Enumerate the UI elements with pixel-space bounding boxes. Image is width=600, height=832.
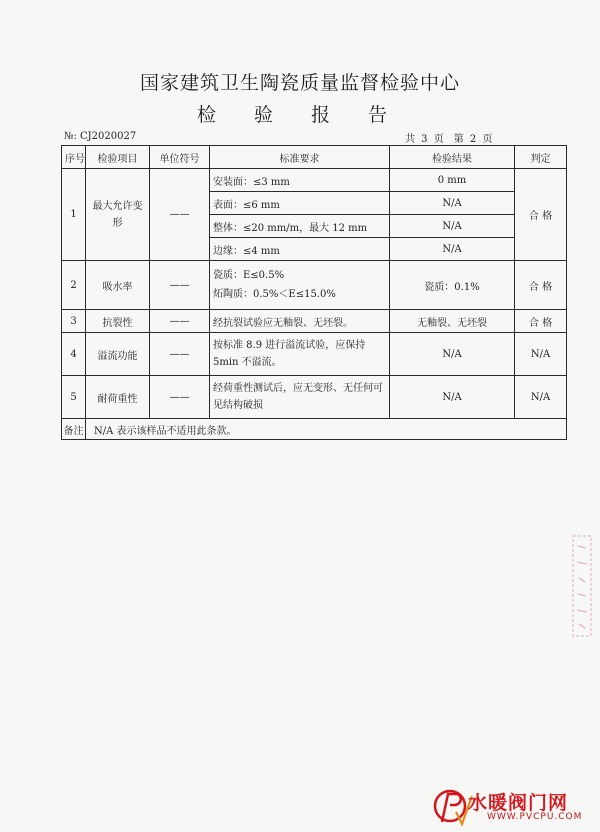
row-unit: —— (150, 333, 210, 376)
seal-stamp-icon (570, 532, 594, 640)
report-number: №: CJ2020027 (64, 131, 137, 142)
row-item: 溢流功能 (86, 333, 150, 376)
inspection-table (61, 145, 567, 440)
watermark-text: 水暖阀门网 (468, 792, 569, 814)
row-requirement: 表面：≤6 mm (210, 192, 390, 215)
table-row (62, 310, 567, 333)
report-title: 检 验 报 告 (196, 104, 404, 126)
row-verdict: 合 格 (515, 310, 567, 333)
row-result: N/A (390, 333, 515, 376)
row-verdict: 合 格 (515, 261, 567, 310)
header-cell-requirement: 标准要求 (210, 146, 390, 169)
row-unit: —— (150, 310, 210, 333)
table-row (62, 261, 567, 310)
table-header-row (62, 146, 567, 169)
watermark-url: WWW.PVCPU.COM (487, 812, 583, 822)
row-no: 4 (62, 333, 86, 376)
page-info: 共 3 页 第 2 页 (405, 134, 493, 145)
row-unit: —— (150, 169, 210, 261)
row-requirement: 整体：≤20 mm/m，最大 12 mm (210, 215, 390, 238)
row-no: 2 (62, 261, 86, 310)
header-cell-verdict: 判定 (515, 146, 567, 169)
remark-text: N/A 表示该样品不适用此条款。 (86, 419, 567, 440)
row-unit: —— (150, 261, 210, 310)
table-row (62, 169, 567, 192)
row-result: N/A (390, 376, 515, 419)
table-row (62, 376, 567, 419)
row-requirement: 边缘：≤4 mm (210, 238, 390, 261)
row-verdict: N/A (515, 376, 567, 419)
row-item: 耐荷重性 (86, 376, 150, 419)
row-item: 吸水率 (86, 261, 150, 310)
remark-label: 备注 (62, 419, 86, 440)
row-no: 5 (62, 376, 86, 419)
row-result: N/A (390, 238, 515, 261)
row-no: 3 (62, 310, 86, 333)
requirement-line: 瓷质：E≤0.5% (213, 270, 285, 281)
row-requirement (210, 261, 390, 310)
org-title: 国家建筑卫生陶瓷质量监督检验中心 (139, 72, 460, 94)
header-cell-no: 序号 (62, 146, 86, 169)
watermark-logo (432, 782, 600, 832)
row-unit: —— (150, 376, 210, 419)
table-row (62, 333, 567, 376)
header-cell-result: 检验结果 (390, 146, 515, 169)
row-result: N/A (390, 192, 515, 215)
row-requirement: 经荷重性测试后，应无变形、无任何可见结构破损 (210, 376, 390, 419)
requirement-line: 炻陶质：0.5%＜E≤15.0% (213, 289, 336, 300)
row-verdict: N/A (515, 333, 567, 376)
row-verdict: 合 格 (515, 169, 567, 261)
row-requirement: 经抗裂试验应无釉裂、无坯裂。 (210, 310, 390, 333)
row-result: 无釉裂、无坯裂 (390, 310, 515, 333)
header-cell-unit: 单位符号 (150, 146, 210, 169)
row-no: 1 (62, 169, 86, 261)
header-cell-item: 检验项目 (86, 146, 150, 169)
row-result: N/A (390, 215, 515, 238)
remark-row (62, 419, 567, 440)
row-item: 最大允许变形 (86, 169, 150, 261)
row-item: 抗裂性 (86, 310, 150, 333)
row-requirement: 按标准 8.9 进行溢流试验，应保持 5min 不溢流。 (210, 333, 390, 376)
row-requirement: 安装面：≤3 mm (210, 169, 390, 192)
row-result: 瓷质：0.1% (390, 261, 515, 310)
row-result: 0 mm (390, 169, 515, 192)
